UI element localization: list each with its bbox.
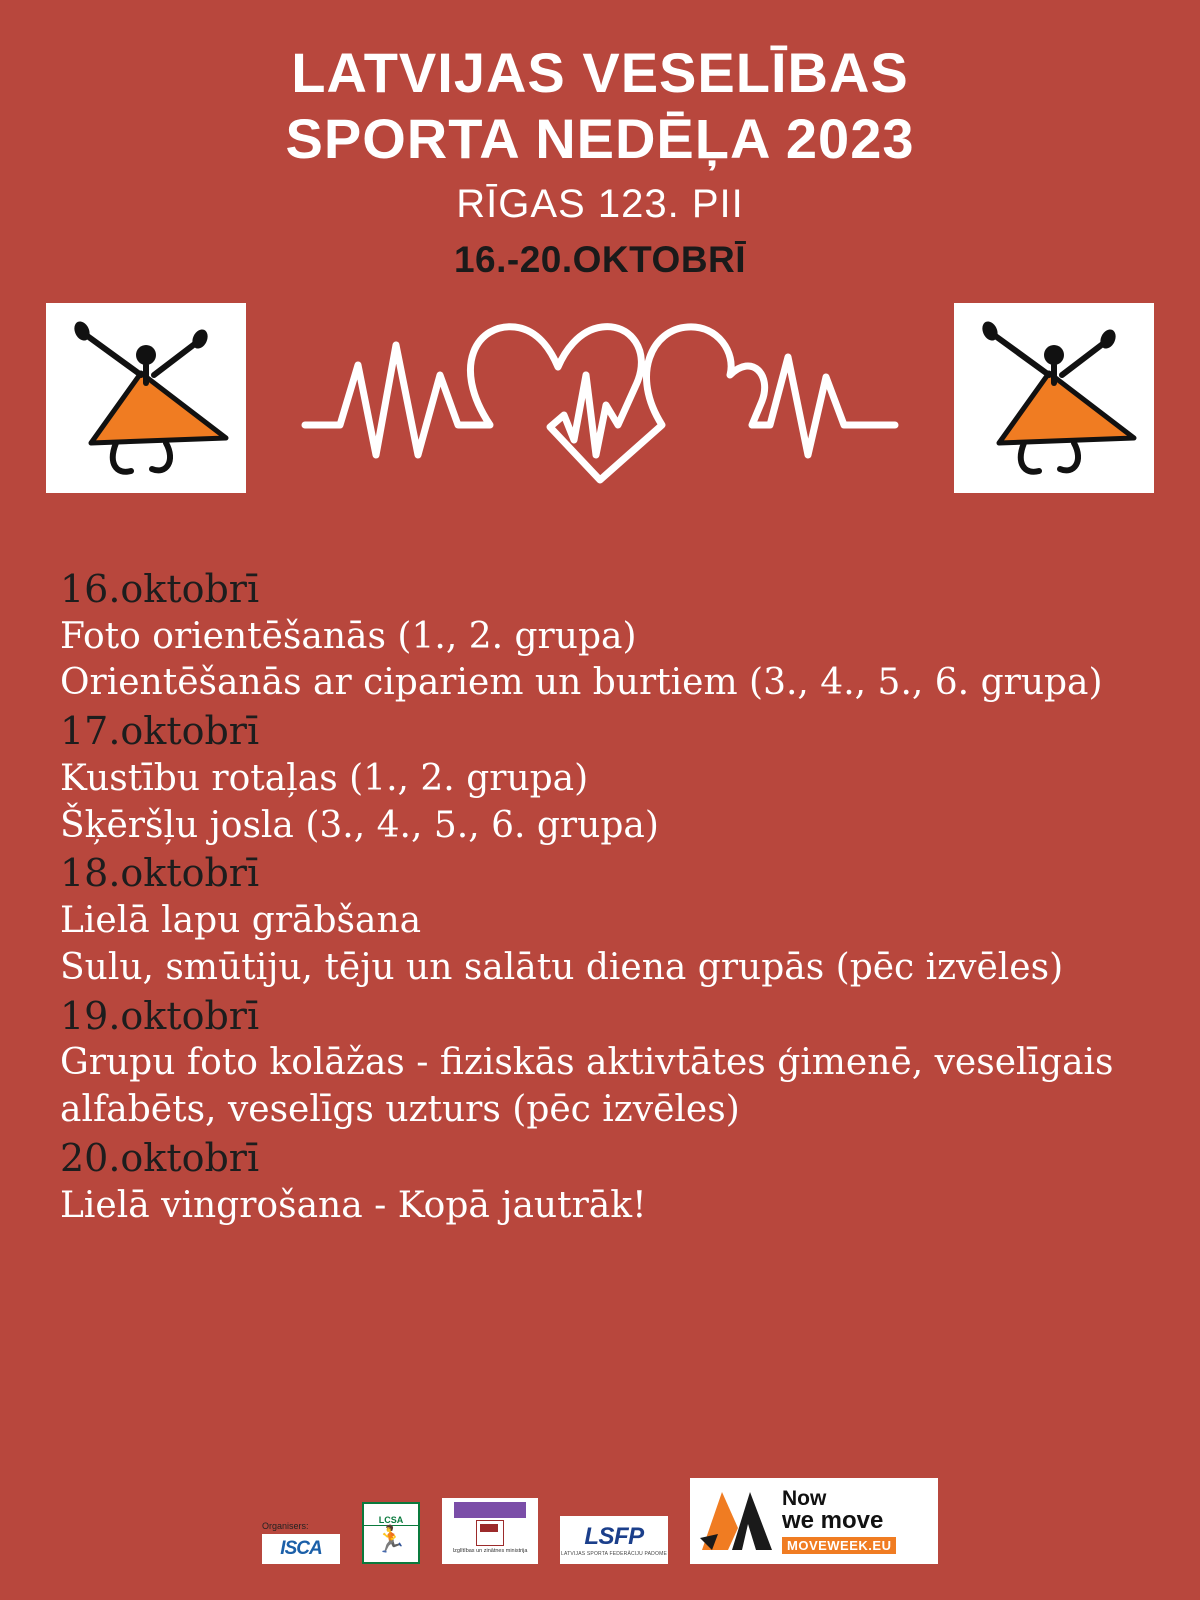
now-we-move-logo — [690, 1478, 938, 1564]
heartbeat-heart-icon — [300, 305, 900, 490]
isca-logo — [262, 1521, 340, 1564]
poster-header — [0, 0, 1200, 281]
lsfp-logo-text: LSFP — [584, 1523, 644, 1550]
program-day-label: 17.oktobrī — [60, 709, 260, 754]
lsfp-logo — [560, 1516, 668, 1564]
isca-logo-text: ISCA — [280, 1538, 322, 1559]
nwm-now-text: Now — [782, 1487, 827, 1510]
program-day-label: 16.oktobrī — [60, 567, 260, 611]
program-activity: Lielā vingrošana - Kopā jautrāk! — [60, 1184, 647, 1226]
izm-caption: Izglītības un zinātnes ministrija — [452, 1548, 528, 1554]
page-title-line-1: LATVIJAS VESELĪBAS — [291, 41, 909, 104]
organisers-label: Organisers: — [262, 1521, 309, 1531]
now-we-move-wordmark — [782, 1488, 896, 1554]
program-list — [60, 565, 1150, 1229]
lsfp-caption: LATVIJAS SPORTA FEDERĀCIJU PADOME — [561, 1551, 667, 1557]
program-day-block — [60, 707, 1150, 849]
nwm-we-move-text: we move — [782, 1507, 884, 1534]
program-day-block — [60, 849, 1150, 991]
program-activity: Foto orientēšanās (1., 2. grupa) — [60, 615, 637, 657]
lcsa-logo-text: LCSA — [364, 1515, 418, 1526]
latvia-crest-icon — [476, 1520, 504, 1546]
program-day-block — [60, 565, 1150, 707]
sponsor-footer — [0, 1478, 1200, 1564]
program-activity: Kustību rotaļas (1., 2. grupa) — [60, 757, 589, 799]
program-activity: Lielā lapu grābšana — [60, 900, 422, 942]
program-activity: Orientēšanās ar cipariem un burtiem (3., 4., 5., 6. grupa) — [60, 662, 1103, 704]
izm-ministry-logo — [442, 1498, 538, 1564]
program-day-label: 20.oktobrī — [60, 1135, 260, 1180]
program-activity: Šķēršļu josla (3., 4., 5., 6. grupa) — [60, 804, 659, 846]
program-day-label: 18.oktobrī — [60, 851, 260, 896]
program-activity: Sulu, smūtiju, tēju un salātu diena grupās (pēc izvēles) — [60, 946, 1064, 988]
poster-dates: 16.-20.OKTOBRĪ — [453, 239, 747, 281]
running-child-icon-right — [954, 303, 1154, 493]
runner-icon: 🏃 — [374, 1523, 408, 1554]
poster-subtitle: RĪGAS 123. PII — [456, 182, 744, 227]
now-we-move-mark-icon — [698, 1488, 776, 1554]
lcsa-logo — [362, 1502, 420, 1564]
running-child-icon-left — [46, 303, 246, 493]
logo-band — [0, 295, 1200, 505]
izm-bar — [454, 1502, 526, 1518]
program-day-label: 19.oktobrī — [60, 993, 260, 1038]
program-activity: Grupu foto kolāžas - fiziskās aktivtātes ģimenē, veselīgais alfabēts, veselīgs uzturs (pēc izvēles) — [60, 1042, 1114, 1131]
program-day-block — [60, 1134, 1150, 1229]
page-title-line-2: SPORTA NEDĒĻA 2023 — [285, 107, 915, 171]
program-day-block — [60, 992, 1150, 1134]
nwm-url-badge: MOVEWEEK.EU — [782, 1537, 896, 1554]
